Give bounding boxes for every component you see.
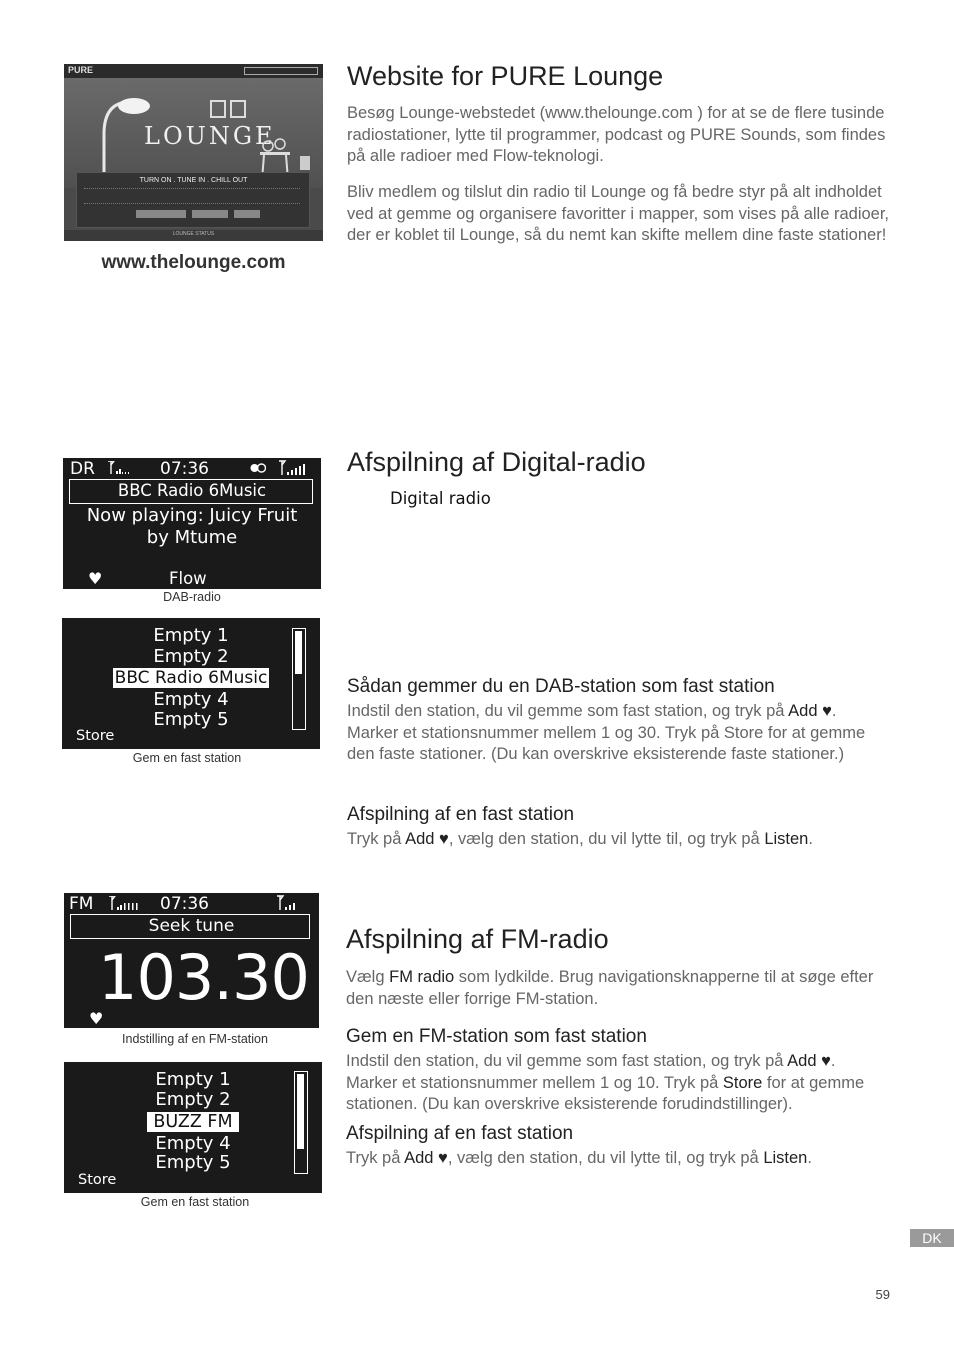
dab-save-heading: Sådan gemmer du en DAB-station som fast station [347, 676, 775, 697]
fm-save-text: Indstil den station, du vil gemme som fast station, og tryk på Add ♥. Marker et stationsnummer mellem 1 og 10. Tryk på Store for at gemme stationen. (Du kan overskrive eksisterende forudindstillinger). [346, 1052, 865, 1114]
preset-list-item: Empty 5 [153, 709, 229, 730]
fm-play-heading: Afspilning af en fast station [346, 1123, 574, 1144]
lounge-status: LOUNGE STATUS [172, 231, 215, 237]
preset-scrollbar-thumb [297, 1074, 304, 1149]
fm-mode-label: FM [69, 894, 94, 914]
preset-scrollbar [294, 1071, 308, 1174]
fm-clock: 07:36 [160, 894, 209, 914]
store-softkey-label: Store [78, 1172, 117, 1188]
dab-save-text: Indstil den station, du vil gemme som fast station, og tryk på Add ♥. Marker et stationsnummer mellem 1 og 30. Tryk på Store for at gemme den faste stationer. (Du kan overskrive eksisterende faste stationer.) [347, 702, 866, 764]
digital-radio-mode-label: Digital radio [390, 489, 491, 508]
preset-list-item: Empty 2 [153, 646, 229, 667]
fm-intro-text: Vælg FM radio som lydkilde. Brug navigationsknapperne til at søge efter den næste eller forrige FM-station. [346, 968, 874, 1008]
digital-radio-title: Afspilning af Digital-radio [347, 447, 646, 477]
preset-list-item: Empty 5 [155, 1152, 231, 1173]
dab-now-playing-line-1: Now playing: Juicy Fruit [86, 505, 298, 526]
fm-save-heading: Gem en FM-station som fast station [346, 1026, 647, 1047]
fm-status-text: Seek tune [148, 916, 235, 936]
preset-list-item: Empty 1 [153, 625, 229, 646]
fm-radio-display [64, 893, 319, 1028]
lounge-button [192, 210, 228, 218]
pure-brand-logo: PURE [68, 65, 94, 75]
dab-station-name: BBC Radio 6Music [117, 481, 267, 500]
store-softkey-label: Store [76, 728, 115, 744]
preset-scrollbar-thumb [295, 631, 302, 674]
lounge-button [234, 210, 260, 218]
preset-list-item: Empty 4 [155, 1133, 231, 1154]
dab-mode-label: DR [70, 459, 95, 479]
lounge-url-caption: www.thelounge.com [101, 252, 286, 273]
signal-strength-icon [108, 461, 130, 475]
wifi-signal-icon [276, 895, 296, 911]
lounge-intro-text [84, 188, 300, 204]
lounge-paragraph-1: Besøg Lounge-webstedet (www.thelounge.com ) for at se de flere tusinde radiostationer, lytte til programmer, podcast og PURE Sounds, som findes på alle radioer med Flow-teknologi. [347, 104, 886, 166]
page-number: 59 [875, 1287, 890, 1302]
preset-list-item-selected: BUZZ FM [147, 1112, 238, 1132]
language-tab: DK [910, 1229, 954, 1247]
signal-strength-icon [109, 896, 139, 911]
fm-frequency: 103.30 [98, 941, 309, 1014]
lounge-website-screenshot [64, 64, 323, 241]
stereo-icon [250, 463, 266, 473]
heart-icon: ♥ [89, 1009, 104, 1028]
frame-icon [230, 100, 246, 118]
fm-store-caption: Gem en fast station [140, 1195, 250, 1209]
dab-radio-display [63, 458, 321, 589]
wifi-signal-icon [278, 460, 308, 476]
fm-radio-title: Afspilning af FM-radio [346, 924, 609, 954]
lounge-login-box [244, 67, 318, 75]
frame-icon [210, 100, 226, 118]
heart-icon: ♥ [88, 569, 103, 588]
lounge-title: Website for PURE Lounge [347, 61, 664, 91]
dab-radio-caption: DAB-radio [163, 590, 221, 604]
fm-store-display [64, 1062, 322, 1193]
fm-play-text: Tryk på Add ♥, vælg den station, du vil lytte til, og tryk på Listen. [346, 1149, 812, 1167]
preset-scrollbar [292, 628, 306, 730]
dab-store-display [62, 618, 320, 749]
dab-play-heading: Afspilning af en fast station [347, 804, 575, 825]
fm-radio-caption: Indstilling af en FM-station [122, 1032, 268, 1046]
flow-softkey-label: Flow [169, 569, 207, 588]
lounge-paragraph-2: Bliv medlem og tilslut din radio til Lounge og få bedre styr på alt indholdet ved at gemme og organisere favoritter i mapper, som vises på alle radioer, der er koblet til Lounge, så du nemt kan skifte mellem dine faste stationer! [347, 183, 890, 245]
lounge-tagline: TURN ON . TUNE IN . CHILL OUT [139, 177, 248, 184]
lounge-logo: LOUNGE [144, 122, 276, 150]
preset-list-item-selected: BBC Radio 6Music [114, 668, 268, 688]
dab-now-playing-line-2: by Mtume [146, 527, 238, 548]
dab-play-text: Tryk på Add ♥, vælg den station, du vil lytte til, og tryk på Listen. [347, 830, 813, 848]
dab-clock: 07:36 [160, 459, 209, 479]
preset-list-item: Empty 4 [153, 689, 229, 710]
dab-store-caption: Gem en fast station [132, 751, 242, 765]
preset-list-item: Empty 2 [155, 1089, 231, 1110]
lounge-button [136, 210, 186, 218]
preset-list-item: Empty 1 [155, 1069, 231, 1090]
